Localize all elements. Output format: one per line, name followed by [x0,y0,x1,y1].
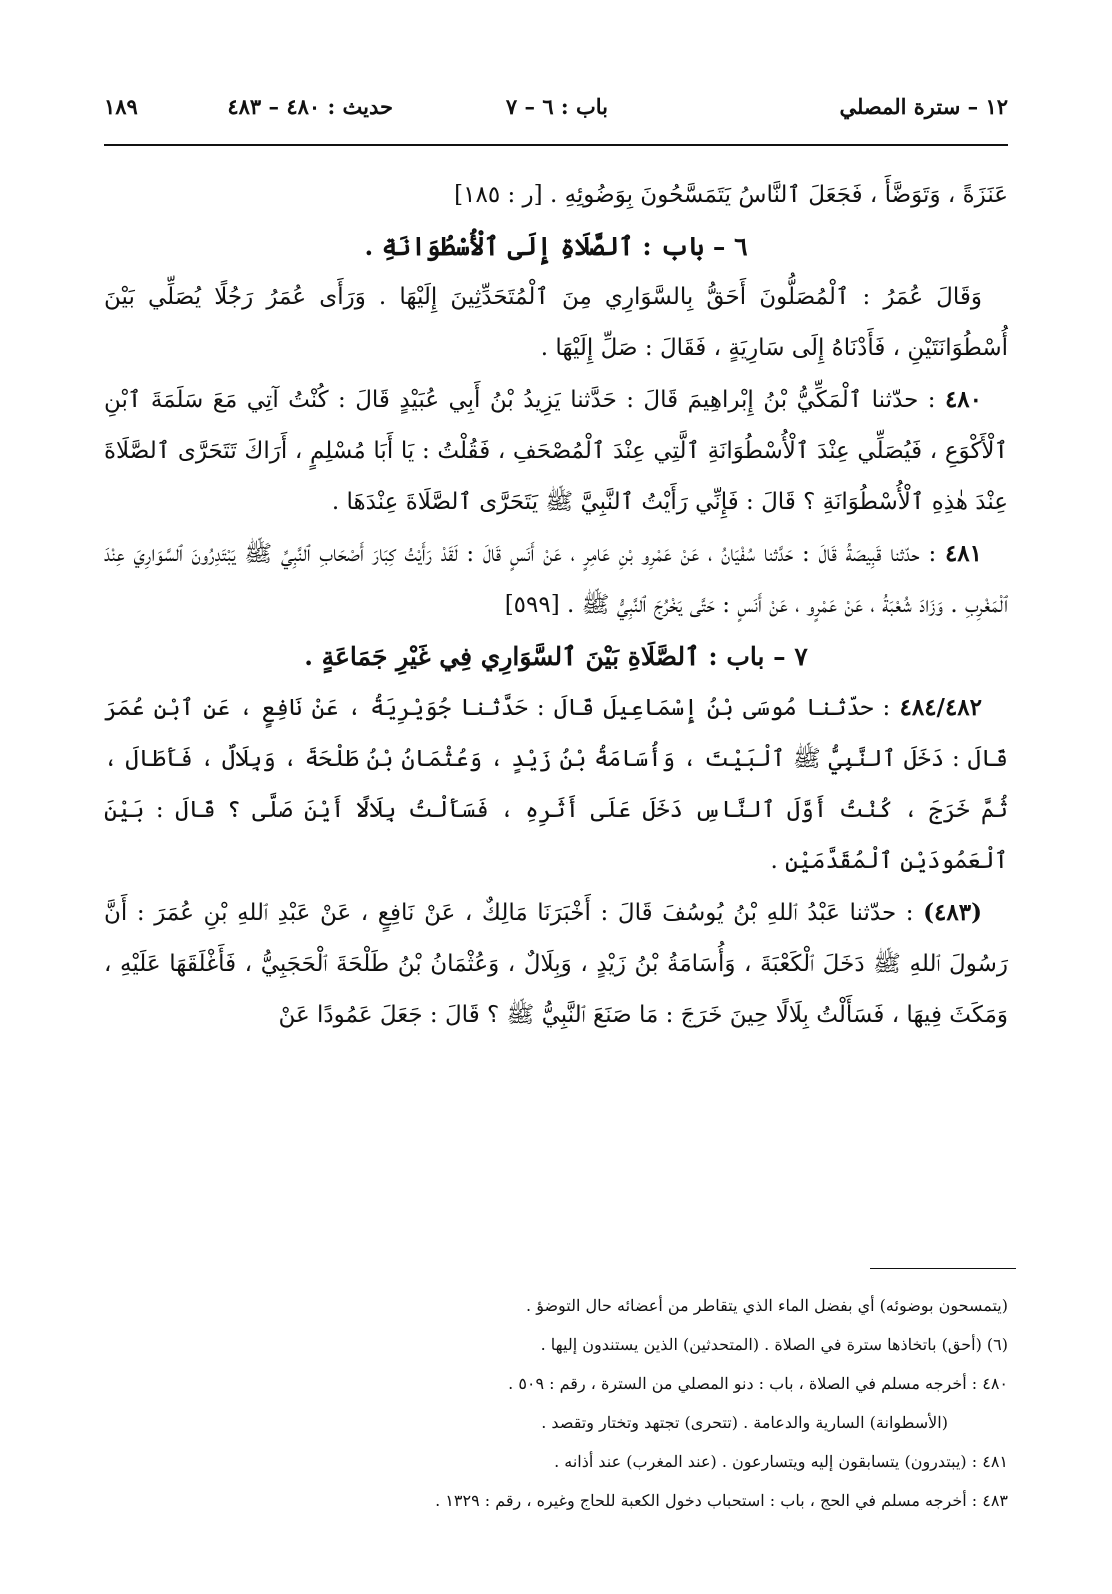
chapter-title: ١٢ – سترة المصلي [839,94,1008,119]
footnote: ٤٨١ : (يبتدرون) يتسابقون إليه ويتسارعون . (عند المغرب) عند أذانه . [554,1452,1008,1471]
hadith-483 [104,887,1008,1041]
footnotes [250,1286,1008,1520]
hadith-481 [104,528,1008,631]
footnote: (الأسطوانة) السارية والدعامة . (تتحرى) تجتهد وتختار وتقصد . [541,1413,948,1432]
running-header [104,94,1008,134]
hadith-481-text: : حدّثنا قَبِيصَةُ قَالَ : حَدَّثنا سُفْيَانُ ، عَنْ عَمْرِو بْنِ عَامِرٍ ، عَنْ أَنَسٍ قَالَ : لَقَدْ رَأَيْتُ كِبَارَ أَصْحَابِ ٱلنَّبِيِّ ﷺ يَبْتَدِرُونَ ٱلسَّوَارِيَ عِنْدَ ٱلْمَغْرِبِ . وَزَادَ شُعْبَةُ ، عَنْ عَمْرٍو ، عَنْ أَنَسٍ : حَتَّى يَخْرُجَ ٱلنَّبِيُّ ﷺ . [٥٩٩] [104,541,1008,618]
hadith-483-number: (٤٨٣) [923,899,982,926]
footnote: ٤٨٣ : أخرجه مسلم في الحج ، باب : استحباب دخول الكعبة للحاج وغيره ، رقم : ١٣٢٩ . [435,1491,1008,1510]
footnote: ٤٨٠ : أخرجه مسلم في الصلاة ، باب : دنو المصلي من السترة ، رقم : ٥٠٩ . [508,1374,1008,1393]
hadith-483-text: : حدّثنا عَبْدُ ٱللهِ بْنُ يُوسُفَ قَالَ : أَخْبَرَنَا مَالِكٌ ، عَنْ نَافِعٍ ، عَنْ عَبْدِ ٱللهِ بْنِ عُمَرَ : أَنَّ رَسُولَ ٱللهِ ﷺ دَخَلَ ٱلْكَعْبَةَ ، وَأُسَامَةُ بْنُ زَيْدٍ ، وَبِلَالٌ ، وَعُثْمَانُ بْنُ طَلْحَةَ ٱلْحَجَبِيُّ ، فَأَغْلَقَهَا عَلَيْهِ ، وَمَكَثَ فِيهَا ، فَسَأَلْتُ بِلَالًا حِينَ خَرَجَ : مَا صَنَعَ ٱلنَّبِيُّ ﷺ ؟ قَالَ : جَعَلَ عَمُودًا عَنْ [104,900,1008,1028]
main-text [104,170,1008,1041]
hadith-range: حديث : ٤٨٠ – ٤٨٣ [227,94,393,119]
bab-6-heading: ٦ – باب : ٱلصَّلَاةِ إِلَى ٱلْأُسْطُوَانَةِ . [364,232,748,261]
continuation-line: عَنَزَةً ، وَتَوَضَّأَ ، فَجَعَلَ ٱلنَّاسُ يَتَمَسَّحُونَ بِوَضُوئِهِ . [ر : ١٨٥] [454,182,1008,208]
footnote: (يتمسحون بوضوئه) أي بفضل الماء الذي يتقاطر من أعضائه حال التوضؤ . [526,1296,1008,1315]
footnote-rule [870,1268,1016,1269]
header-rule [104,144,1008,146]
hadith-482 [104,682,1008,887]
hadith-482-text: : حدّثنا مُوسَى بْنُ إِسْمَاعِيلَ قَالَ : حَدَّثنا جُوَيْرِيَةُ ، عَنْ نَافِعٍ ، عَنِ ٱبْنِ عُمَرَ قَالَ : دَخَلَ ٱلنَّبِيُّ ﷺ ٱلْبَيْتَ ، وَأُسَامَةُ بْنُ زَيْدٍ ، وَعُثْمَانُ بْنُ طَلْحَةَ ، وَبِلَالٌ ، فَأَطَالَ ، ثُمَّ خَرَجَ ، كُنْتُ أَوَّلَ ٱلنَّاسِ دَخَلَ عَلَى أَثَرِهِ ، فَسَأَلْتُ بِلَالًا أَيْنَ صَلَّى ؟ قَالَ : بَيْنَ ٱلْعَمُودَيْنِ ٱلْمُقَدَّمَيْنِ . [104,695,1008,874]
footnote: (٦) (أحق) باتخاذها سترة في الصلاة . (المتحدثين) الذين يستندون إليها . [540,1335,1008,1354]
page-number: ١٨٩ [104,94,138,119]
bab-range: باب : ٦ – ٧ [505,94,608,119]
bab-7-heading: ٧ – باب : ٱلصَّلَاةِ بَيْنَ ٱلسَّوَارِي فِي غَيْرِ جَمَاعَةٍ . [304,642,808,671]
hadith-480 [104,374,1008,528]
bab-6-text: وَقَالَ عُمَرُ : ٱلْمُصَلُّونَ أَحَقُّ بِالسَّوَارِي مِنَ ٱلْمُتَحَدِّثِينَ إِلَيْهَا . وَرَأَى عُمَرُ رَجُلًا يُصَلِّي بَيْنَ أُسْطُوَانَتَيْنِ ، فَأَدْنَاهُ إِلَى سَارِيَةٍ ، فَقَالَ : صَلِّ إِلَيْهَا . [104,284,1008,361]
hadith-480-number: ٤٨٠ [944,386,982,413]
hadith-480-text: : حدّثنا ٱلْمَكِّيُّ بْنُ إِبْراهِيمَ قَالَ : حَدَّثنا يَزِيدُ بْنُ أَبِي عُبَيْدٍ قَالَ : كُنْتُ آتِي مَعَ سَلَمَةَ ٱبْنِ ٱلْأَكْوَعِ ، فَيُصَلِّي عِنْدَ ٱلْأُسْطُوَانَةِ ٱلَّتِي عِنْدَ ٱلْمُصْحَفِ ، فَقُلْتُ : يَا أَبَا مُسْلِمٍ ، أَرَاكَ تَتَحَرَّى ٱلصَّلَاةَ عِنْدَ هٰذِهِ ٱلْأُسْطُوَانَةِ ؟ قَالَ : فَإِنِّي رَأَيْتُ ٱلنَّبِيَّ ﷺ يَتَحَرَّى ٱلصَّلَاةَ عِنْدَهَا . [104,387,1008,515]
hadith-481-number: ٤٨١ [944,540,983,567]
hadith-482-number: ٤٨٤/٤٨٢ [899,694,983,721]
